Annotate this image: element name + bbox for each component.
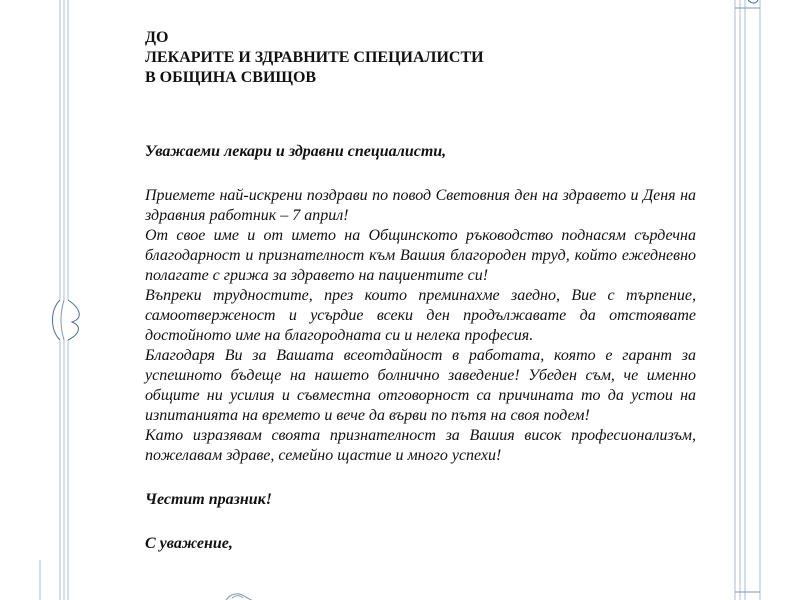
recipient-line-1: ДО xyxy=(145,29,169,46)
recipient-line-2: ЛЕКАРИТЕ И ЗДРАВНИТЕ СПЕЦИАЛИСТИ xyxy=(145,49,484,66)
paragraph-dedication: Благодаря Ви за Вашата всеотдайност в работата, която е гарант за успешното бъдеще на нашето болнично заведение! Убеден съм, че именно общите ни усилия и съвместна отговорност са причината то да устои на изпитанията на времето и вече да върви по пътя на своя подем! xyxy=(145,347,696,424)
paragraph-wishes: Като изразявам своята признателност за Вашия висок професионализъм, пожелавам здраве, семейно щастие и много успехи! xyxy=(145,427,696,464)
salutation: Уважаеми лекари и здравни специалисти, xyxy=(145,143,447,160)
holiday-greeting: Честит празник! xyxy=(145,491,273,508)
paragraph-gratitude: От свое име и от името на Общинското ръководство поднасям сърдечна благодарност и признателност към Вашия благороден труд, който ежедневно полагате с грижа за здравето на пациентите си! xyxy=(145,227,696,284)
congratulatory-letter xyxy=(145,28,696,554)
bottom-flourish xyxy=(226,594,252,600)
left-border-ornament xyxy=(40,0,79,600)
paragraph-greeting: Приемете най-искрени поздрави по повод Световния ден на здравето и Деня на здравния работник – 7 април! xyxy=(145,187,696,224)
right-border-ornament xyxy=(735,0,760,600)
paragraph-difficulties: Въпреки трудностите, през които преминахме заедно, Вие с търпение, самоотверженост и усърдие всеки ден продължавате да отстоявате достойното име на благородната си и нелека професия. xyxy=(145,287,696,344)
closing-phrase: С уважение, xyxy=(145,535,233,552)
recipient-line-3: В ОБЩИНА СВИЩОВ xyxy=(145,69,317,86)
